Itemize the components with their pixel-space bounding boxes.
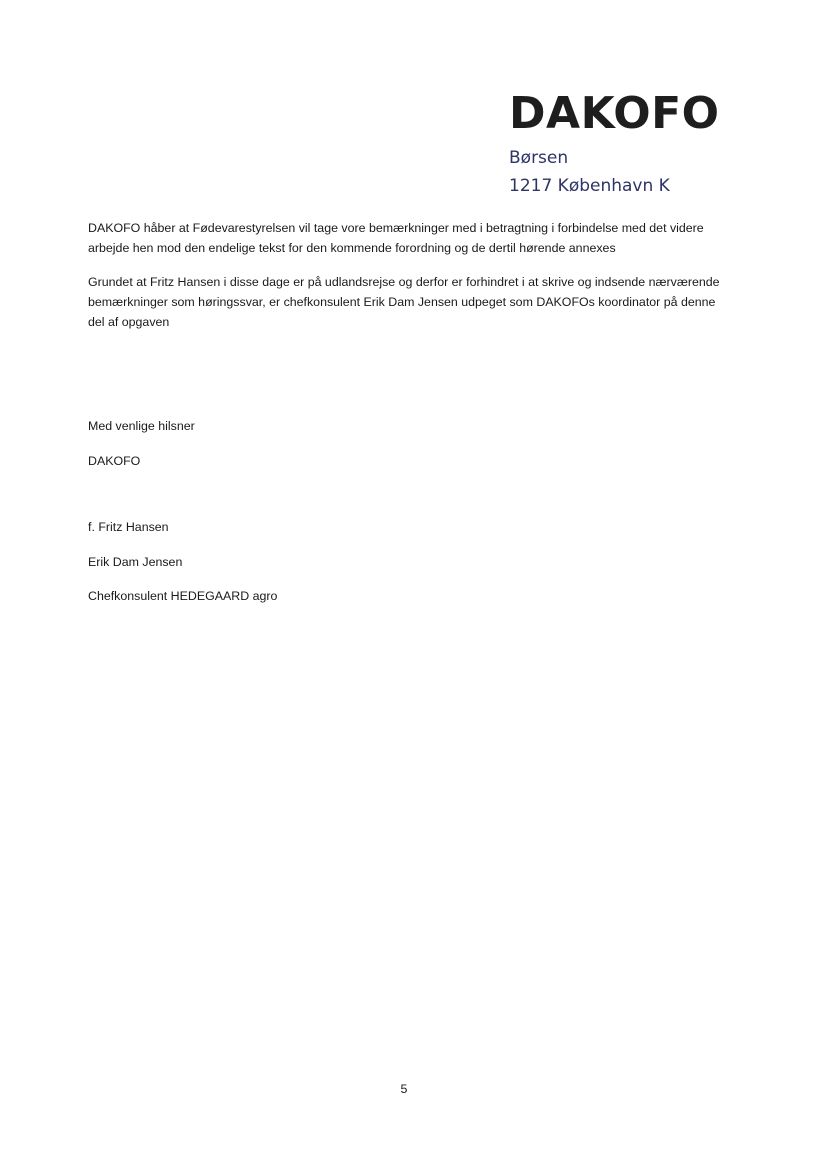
address-line-2: 1217 København K: [509, 176, 670, 196]
body-paragraph-1: DAKOFO håber at Fødevarestyrelsen vil tage vore bemærkninger med i betragtning i forbindelse med det videre arbejde hen mod den endelige tekst for den kommende forordning og de dertil hørende annexes: [88, 221, 704, 255]
closing-organization: DAKOFO: [88, 454, 141, 468]
body-paragraph-2: Grundet at Fritz Hansen i disse dage er på udlandsrejse og derfor er forhindret i at skrive og indsende nærværende bemærkninger som høringssvar, er chefkonsulent Erik Dam Jensen udpeget som DAKOFOs koordinator på denne del af opgaven: [88, 275, 720, 329]
page-number: 5: [400, 1082, 408, 1096]
closing-greeting: Med venlige hilsner: [88, 419, 195, 433]
dakofo-logo: DAKOFO: [509, 88, 720, 139]
letterhead: [509, 88, 809, 196]
signed-for: f. Fritz Hansen: [88, 520, 169, 534]
signer-title: Chefkonsulent HEDEGAARD agro: [88, 589, 278, 603]
signer-name: Erik Dam Jensen: [88, 555, 183, 569]
letter-body: [88, 218, 728, 346]
address-line-1: Børsen: [509, 148, 569, 168]
